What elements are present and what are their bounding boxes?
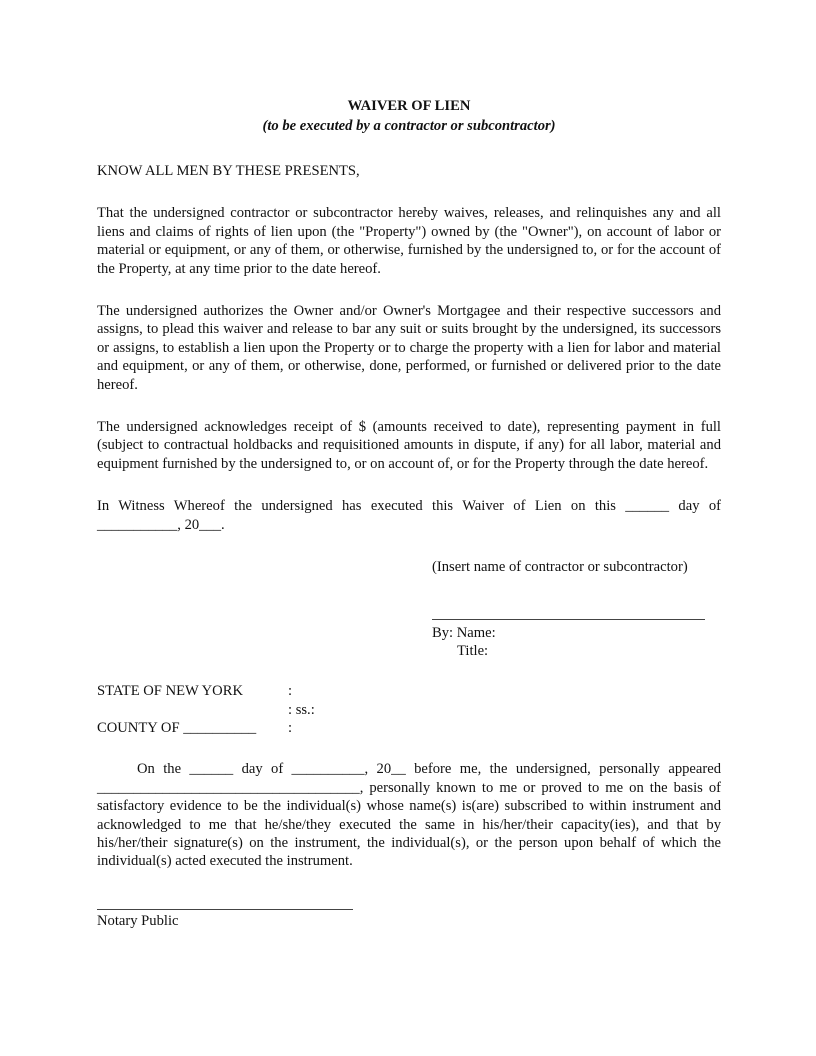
contractor-name-instruction: (Insert name of contractor or subcontractor) — [432, 559, 688, 576]
acknowledgment-paragraph: On the ______ day of __________, 20__ before me, the undersigned, personally appeared ____________________________________, personally known to me or proved to me on the basis of satisfactory evidence to be the individual(s) whose name(s) is(are) subscribed to within instrument and acknowledged to me that he/she/they executed the same in his/her/their capacity(ies), and that by his/her/their signature(s) on the instrument, the individual(s), or the person upon behalf of which the individual(s) acted executed the instrument. — [97, 761, 721, 870]
waiver-paragraph: That the undersigned contractor or subcontractor hereby waives, releases, and relinquishes any and all liens and claims of rights of lien upon (the "Property") owned by (the "Owner"), on account of labor or material or equipment, or any of them, or otherwise, furnished by the undersigned to, or for the account of the Property, at any time prior to the date hereof. — [97, 205, 721, 277]
document-subtitle: (to be executed by a contractor or subcontractor) — [262, 118, 556, 134]
signer-title-label: Title: — [457, 642, 489, 659]
document-title: WAIVER OF LIEN — [347, 98, 471, 114]
authorization-paragraph: The undersigned authorizes the Owner and/or Owner's Mortgagee and their respective successors and assigns, to plead this waiver and release to bar any suit or suits brought by the undersigned, its successors or assigns, to establish a lien upon the Property or to charge the property with a lien for labor and material and equipment, or any of them, or otherwise, done, performed, or furnished or delivered prior to the date hereof. — [97, 303, 721, 393]
document-page — [97, 96, 721, 930]
state-label: STATE OF NEW YORK — [97, 683, 243, 700]
ss-label: : ss.: — [288, 702, 315, 719]
county-label: COUNTY OF __________ — [97, 720, 257, 737]
venue-colon: : — [288, 720, 293, 737]
signature-block — [432, 558, 721, 660]
venue-colon: : — [288, 683, 293, 700]
venue-block — [97, 682, 721, 738]
witness-paragraph: In Witness Whereof the undersigned has executed this Waiver of Lien on this ______ day of ___________, 20___. — [97, 498, 721, 533]
signer-name-label: By: Name: — [432, 624, 496, 641]
signature-line[interactable] — [432, 619, 705, 620]
receipt-paragraph: The undersigned acknowledges receipt of $ (amounts received to date), representing payment in full (subject to contractual holdbacks and requisitioned amounts in dispute, if any) for all labor, material and equipment furnished by the undersigned to, or on account of, or for the Property through the date hereof. — [97, 419, 721, 472]
opening-line: KNOW ALL MEN BY THESE PRESENTS, — [97, 163, 360, 179]
notary-public-label: Notary Public — [97, 912, 179, 929]
notary-signature-line[interactable] — [97, 909, 353, 910]
